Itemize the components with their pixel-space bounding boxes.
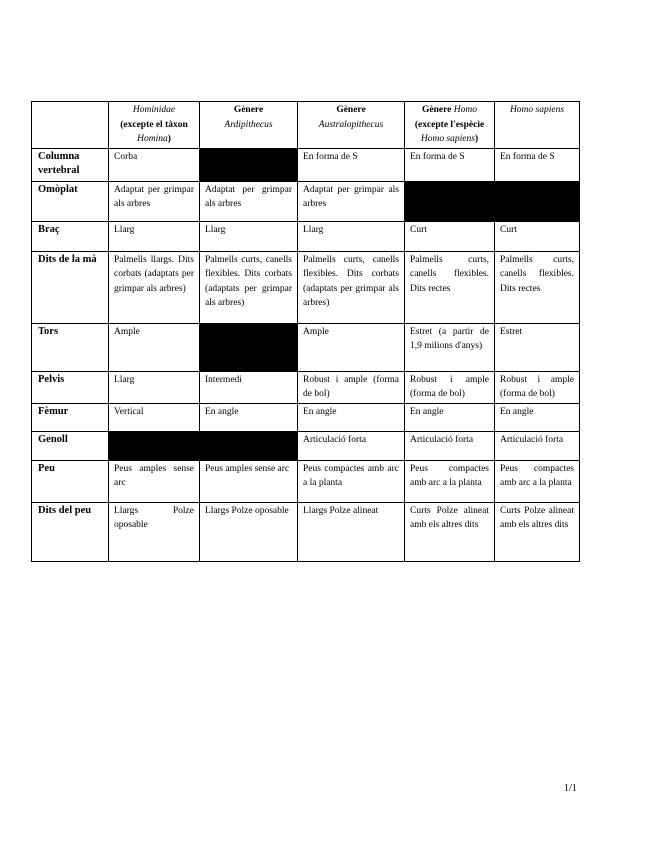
comparison-table: [31, 101, 580, 562]
table-cell: En forma de S: [405, 148, 495, 181]
empty-black-cell: [200, 323, 298, 371]
table-cell: En forma de S: [298, 148, 405, 181]
table-cell: Palmells llargs. Dits corbats (adaptats per grimpar als arbres): [109, 251, 200, 323]
table-cell: En angle: [200, 403, 298, 431]
table-cell: En angle: [405, 403, 495, 431]
table-cell: Robust i ample (forma de bol): [495, 371, 580, 403]
table-cell: En angle: [298, 403, 405, 431]
table-cell: En forma de S: [495, 148, 580, 181]
empty-black-cell: [200, 148, 298, 181]
row-label: Columna vertebral: [32, 148, 109, 181]
table-cell: Peus amples sense arc: [109, 460, 200, 502]
header-text: Homo sapiens: [509, 105, 565, 115]
table-cell: Adaptat per grimpar als arbres: [109, 181, 200, 221]
empty-black-cell: [405, 181, 495, 221]
header-text: (excepte el tàxon: [120, 119, 188, 130]
col-header-hominidae: [109, 102, 200, 149]
table-row: [32, 251, 580, 323]
table-cell: Llarg: [109, 221, 200, 251]
table-cell: Palmells curts, canells flexibles. Dits rectes: [495, 251, 580, 323]
header-text: ): [474, 134, 479, 144]
header-text: Ardipithecus: [224, 119, 273, 130]
header-text: Homo sapiens: [420, 134, 475, 144]
row-label: Pelvis: [32, 371, 109, 403]
table-cell: Ample: [298, 323, 405, 371]
table-cell: Robust i ample (forma de bol): [405, 371, 495, 403]
empty-black-cell: [495, 181, 580, 221]
row-label: Omòplat: [32, 181, 109, 221]
header-text: Australopithecus: [318, 119, 384, 130]
table-cell: Corba: [109, 148, 200, 181]
col-header-homo: [405, 102, 495, 149]
table-cell: Peus compactes amb arc a la planta: [298, 460, 405, 502]
table-cell: Llargs Polze alineat: [298, 502, 405, 561]
table-cell: Peus amples sense arc: [200, 460, 298, 502]
table-cell: Curts Polze alineat amb els altres dits: [405, 502, 495, 561]
row-label: Peu: [32, 460, 109, 502]
table-cell: Vertical: [109, 403, 200, 431]
table-cell: En angle: [495, 403, 580, 431]
header-text: Homina: [137, 134, 168, 144]
table-cell: Articulació forta: [495, 431, 580, 460]
table-cell: Intermedi: [200, 371, 298, 403]
table-body: [32, 148, 580, 561]
table-cell: Articulació forta: [405, 431, 495, 460]
header-text: ): [167, 134, 171, 144]
table-row: [32, 403, 580, 431]
col-header-australopithecus: [298, 102, 405, 149]
table-row: [32, 323, 580, 371]
empty-black-cell: [200, 431, 298, 460]
row-label: Genoll: [32, 431, 109, 460]
table-cell: Estret (a partir de 1,9 milions d'anys): [405, 323, 495, 371]
col-header-ardipithecus: [200, 102, 298, 149]
table-row: [32, 460, 580, 502]
corner-cell: [32, 102, 109, 149]
empty-black-cell: [109, 431, 200, 460]
table-cell: Llargs Polze oposable: [109, 502, 200, 561]
table-row: [32, 371, 580, 403]
table-cell: Palmells curts, canells flexibles. Dits corbats (adaptats per grimpar als arbres): [200, 251, 298, 323]
row-label: Tors: [32, 323, 109, 371]
header-text: Gènere: [422, 105, 452, 115]
table-cell: Ample: [109, 323, 200, 371]
header-text: Gènere: [233, 105, 264, 115]
table-cell: Articulació forta: [298, 431, 405, 460]
table-cell: Curt: [405, 221, 495, 251]
table-cell: Llarg: [200, 221, 298, 251]
table-cell: Curt: [495, 221, 580, 251]
table-cell: Adaptat per grimpar als arbres: [200, 181, 298, 221]
table-cell: Llargs Polze oposable: [200, 502, 298, 561]
table-cell: Peus compactes amb arc a la planta: [495, 460, 580, 502]
row-label: Braç: [32, 221, 109, 251]
table-cell: Llarg: [298, 221, 405, 251]
header-text: (excepte l'espècie: [414, 119, 485, 130]
table-cell: Adaptat per grimpar als arbres: [298, 181, 405, 221]
table-row: [32, 502, 580, 561]
table-row: [32, 221, 580, 251]
header-row: [32, 102, 580, 149]
table-row: [32, 181, 580, 221]
row-label: Fèmur: [32, 403, 109, 431]
row-label: Dits de la mà: [32, 251, 109, 323]
table-cell: Peus compactes amb arc a la planta: [405, 460, 495, 502]
page-number: 1/1: [564, 783, 577, 794]
col-header-homo-sapiens: [495, 102, 580, 149]
header-text: Hominidae: [132, 105, 176, 115]
table-cell: Curts Polze alineat amb els altres dits: [495, 502, 580, 561]
header-text: Homo: [451, 105, 477, 115]
table-cell: Palmells curts, canells flexibles. Dits rectes: [405, 251, 495, 323]
table-cell: Palmells curts, canells flexibles. Dits corbats (adaptats per grimpar als arbres): [298, 251, 405, 323]
table-row: [32, 431, 580, 460]
table-row: [32, 148, 580, 181]
table-cell: Robust i ample (forma de bol): [298, 371, 405, 403]
table-cell: Llarg: [109, 371, 200, 403]
table-cell: Estret: [495, 323, 580, 371]
row-label: Dits del peu: [32, 502, 109, 561]
header-text: Gènere: [336, 105, 366, 115]
